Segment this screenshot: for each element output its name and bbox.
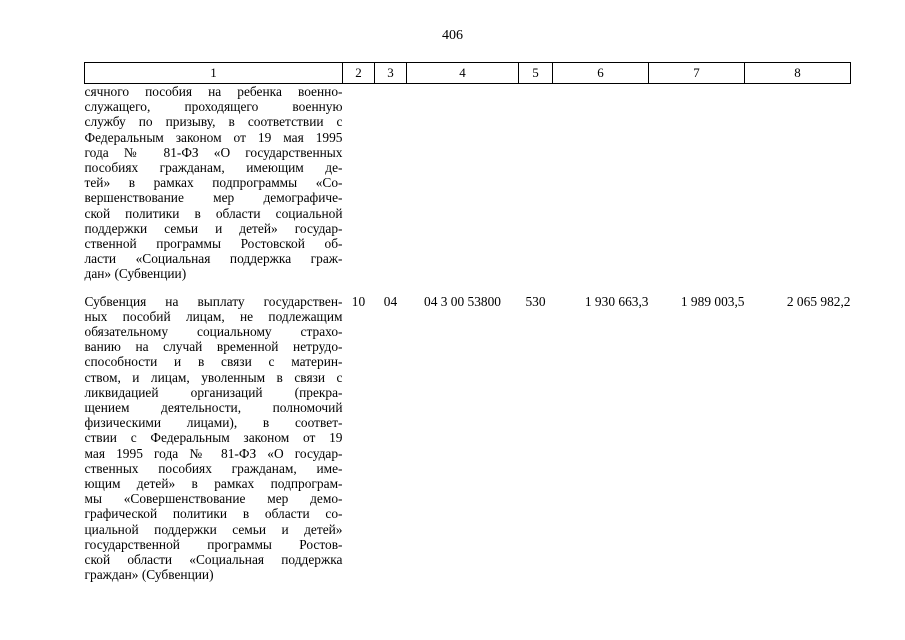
cell-subsection [375,84,407,294]
description-line: физическими лицами), в соответ- [84,415,343,431]
description-line: службу по призыву, в соответствии с [84,114,343,130]
description-line: ласти «Социальная поддержка граж- [84,251,343,267]
column-header-7: 7 [649,63,745,84]
cell-expense-type [519,84,553,294]
description-line: сячного пособия на ребенка военно- [84,84,343,99]
description-line: циальной поддержки семьи и детей» [84,521,343,537]
description-line: ственной программы Ростовской об- [84,236,343,252]
description-line: Субвенция на выплату государствен- [84,293,343,309]
description-line: способности и в связи с материн- [84,354,343,370]
cell-target-article: 04 3 00 53800 [424,293,501,309]
cell-expense-type: 530 [525,293,546,309]
description-line: дан» (Субвенции) [84,266,187,282]
cell-amount-year-1: 1 930 663,3 [584,293,649,309]
column-header-3: 3 [375,63,407,84]
cell-amount-year-3 [745,84,851,294]
description-line: ванию на случай временной нетрудо- [84,339,343,355]
description-line: вершенствование мер демографиче- [84,190,343,206]
cell-section: 10 [351,293,366,309]
column-header-5: 5 [519,63,553,84]
description-line: ской области «Социальная поддержка [84,552,343,568]
description-line: мая 1995 года № 81-ФЗ «О государ- [84,445,343,461]
budget-table [84,62,851,583]
description-line: обязательному социальному страхо- [84,324,343,340]
page-number: 406 [442,28,463,43]
description-line: ской политики в области социальной [84,205,343,221]
description-line: Федеральным законом от 19 мая 1995 [84,129,343,145]
column-header-1: 1 [85,63,343,84]
column-header-4: 4 [407,63,519,84]
cell-amount-year-1 [553,84,649,294]
description-line: года № 81-ФЗ «О государственных [84,144,343,160]
column-header-2: 2 [343,63,375,84]
description-line: граждан» (Субвенции) [84,567,214,583]
cell-section [343,84,375,294]
description-line: ных пособий лицам, не подлежащим [84,308,343,324]
cell-target-article [407,84,519,294]
cell-subsection: 04 [383,293,398,309]
description-line: графической политики в области со- [84,506,343,522]
table-header-row [85,63,851,84]
cell-amount-year-2 [649,84,745,294]
cell-amount-year-2: 1 989 003,5 [680,293,745,309]
column-header-6: 6 [553,63,649,84]
row-description [85,294,343,583]
description-line: ствии с Федеральным законом от 19 [84,430,343,446]
column-header-8: 8 [745,63,851,84]
description-line: мы «Совершенствование мер демо- [84,491,343,507]
description-line: ством, и лицам, уволенным в связи с [84,369,343,385]
description-line: щением деятельности, полномочий [84,400,343,416]
description-line: тей» в рамках подпрограммы «Со- [84,175,343,191]
table-row [85,294,851,583]
description-line: служащего, проходящего военную [84,99,343,115]
cell-amount-year-3: 2 065 982,2 [786,293,851,309]
description-line: ющим детей» в рамках подпрограм- [84,476,343,492]
description-line: ликвидацией организаций (прекра- [84,384,343,400]
description-line: поддержки семьи и детей» государ- [84,220,343,236]
description-line: ственных пособиях гражданам, име- [84,460,343,476]
row-description [85,84,343,294]
table-row [85,84,851,294]
description-line: государственной программы Ростов- [84,536,343,552]
description-line: пособиях гражданам, имеющим де- [84,160,343,176]
